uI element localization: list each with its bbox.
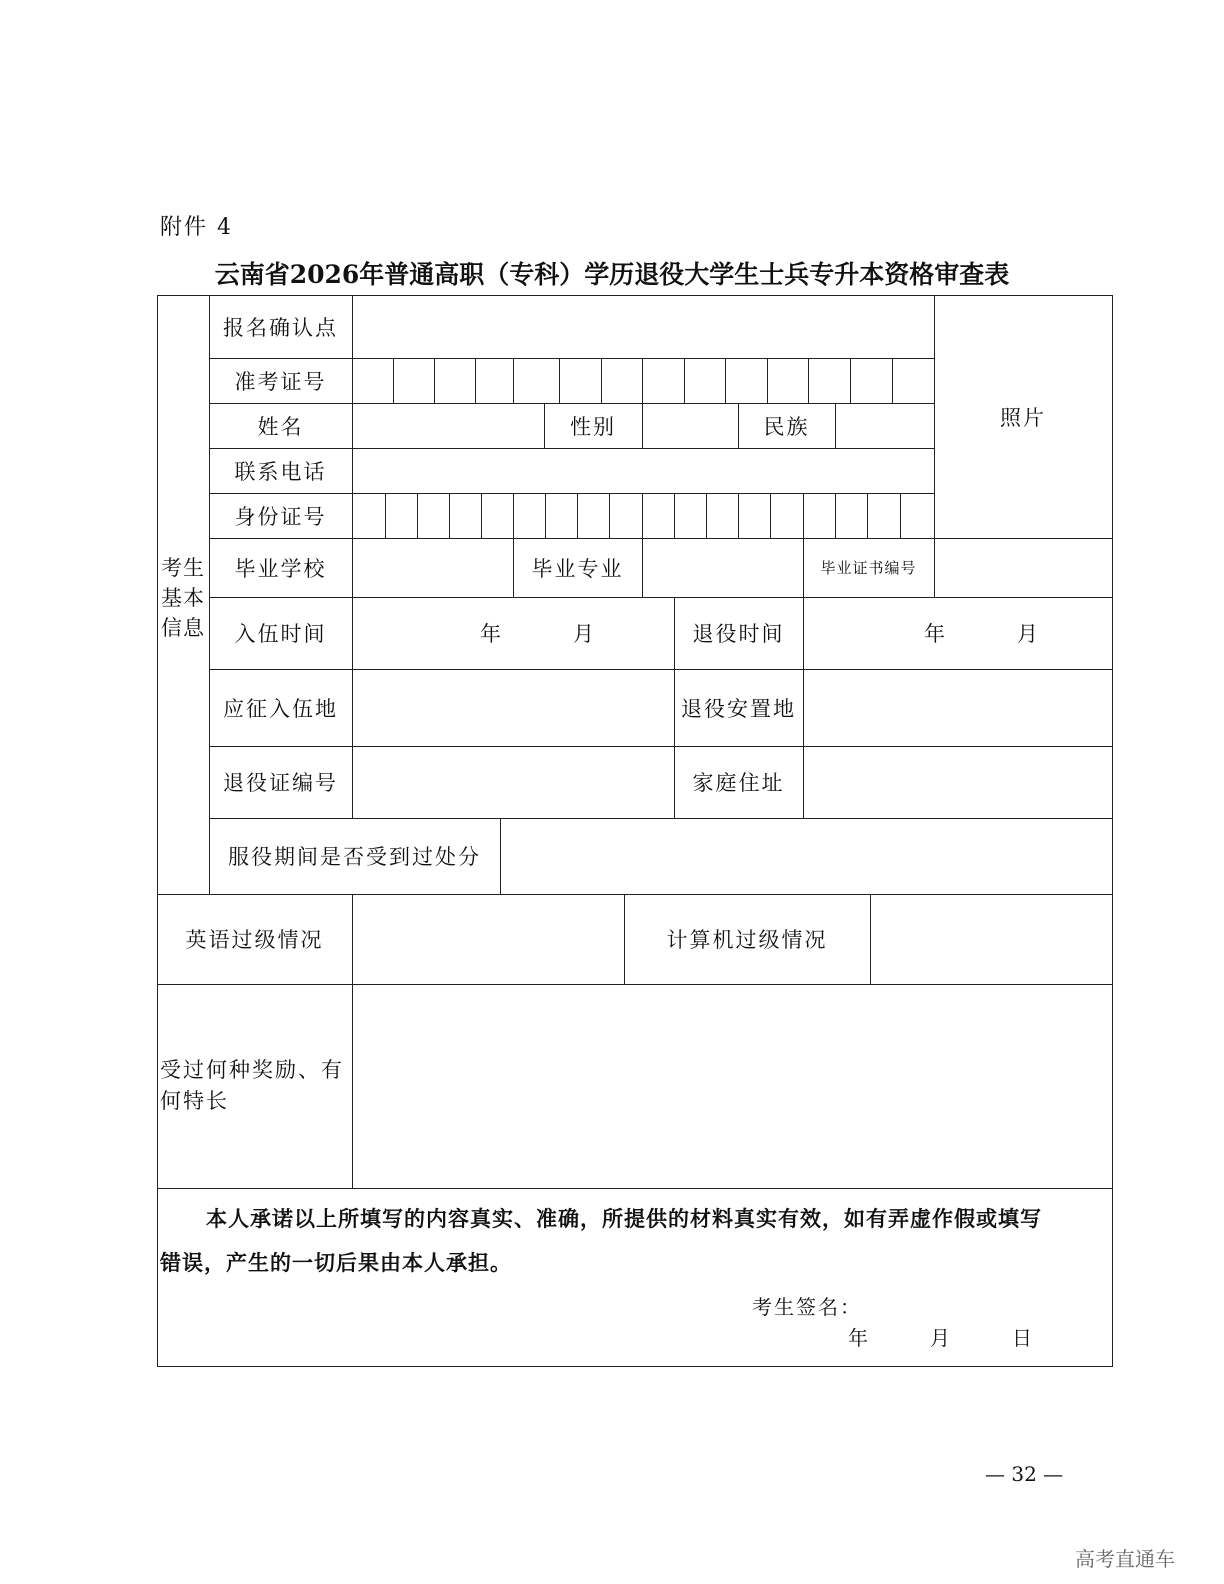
year-unit: 年	[924, 622, 945, 646]
discharge-time-date	[924, 597, 1038, 669]
registration-point-field[interactable]	[353, 296, 933, 358]
phone-label: 联系电话	[234, 459, 327, 484]
graduation-school-label: 毕业学校	[234, 556, 327, 581]
registration-point-label: 报名确认点	[223, 315, 338, 340]
awards-label: 受过何种奖励、有何特长	[160, 1058, 344, 1113]
computer-level-label: 计算机过级情况	[666, 928, 828, 952]
name-label: 姓名	[257, 414, 304, 439]
punishment-label: 服役期间是否受到过处分	[228, 845, 481, 869]
attachment-label: 附件 4	[160, 215, 233, 240]
gender-label: 性别	[570, 414, 616, 439]
ethnicity-label: 民族	[763, 414, 810, 439]
month-unit: 月	[930, 1326, 950, 1350]
month-unit: 月	[1017, 622, 1038, 646]
commitment-line-2: 错误，产生的一切后果由本人承担。	[160, 1250, 512, 1275]
home-address-label: 家庭住址	[692, 771, 785, 795]
resettlement-place-label: 退役安置地	[681, 696, 796, 721]
commitment-line-1: 本人承诺以上所填写的内容真实、准确，所提供的材料真实有效，如有弄虚作假或填写	[206, 1206, 1042, 1231]
diploma-number-label: 毕业证书编号	[820, 559, 917, 577]
id-number-label: 身份证号	[234, 504, 327, 529]
enlist-place-label: 应征入伍地	[223, 696, 338, 721]
watermark: 高考直通车	[1075, 1547, 1175, 1571]
discharge-time-label: 退役时间	[692, 622, 785, 646]
commitment-statement	[160, 1197, 1112, 1285]
enlist-time-label: 入伍时间	[234, 622, 327, 646]
english-level-label: 英语过级情况	[185, 928, 324, 952]
signature-date	[848, 1322, 1032, 1351]
exam-ticket-label: 准考证号	[234, 369, 327, 394]
photo-label: 照片	[1000, 405, 1046, 430]
signature-label: 考生签名：	[752, 1295, 862, 1319]
enlist-time-date	[480, 597, 594, 669]
day-unit: 日	[1012, 1326, 1032, 1350]
month-unit: 月	[573, 622, 594, 646]
form-title: 云南省2026年普通高职（专科）学历退役大学生士兵专升本资格审查表	[214, 260, 1010, 289]
year-unit: 年	[848, 1326, 868, 1350]
page-number: — 32 —	[985, 1462, 1064, 1486]
graduation-major-label: 毕业专业	[531, 556, 624, 581]
year-unit: 年	[480, 622, 501, 646]
section-basic-info-label: 考生 基本 信息	[161, 556, 205, 640]
discharge-cert-label: 退役证编号	[223, 771, 338, 795]
